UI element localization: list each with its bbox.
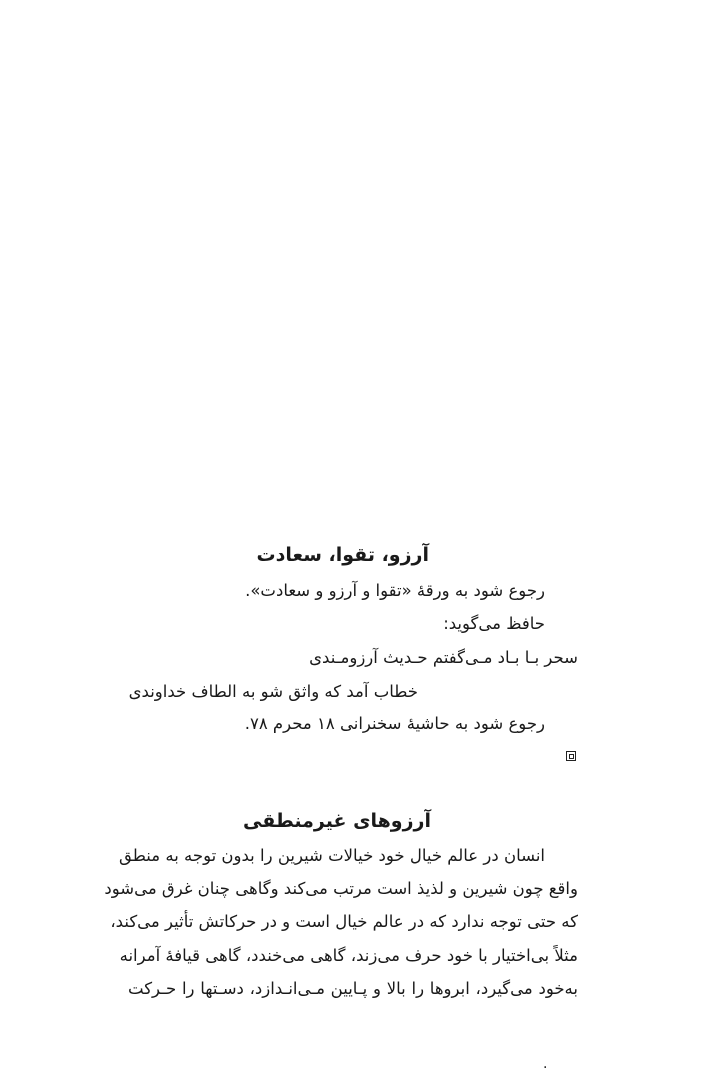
paragraph-line: که حتی توجه ندارد که در عالم خیال است و در حرکاتش تأثیر می‌کند،: [110, 912, 578, 931]
poem-verse-first-hemistich: سحر بـا بـاد مـی‌گفتم حـدیث آرزومـندی: [309, 648, 578, 667]
section-title-irrational-aspirations: آرزوهای غیرمنطقی: [242, 810, 431, 832]
paragraph-line: انسان در عالم خیال خود خیالات شیرین را بدون توجه به منطق: [118, 846, 545, 865]
poem-verse-second-hemistich: خطاب آمد که واثق شو به الطاف خداوندی: [128, 682, 418, 701]
cross-reference-line: رجوع شود به ورقهٔ «تقوا و آرزو و سعادت».: [245, 581, 545, 600]
section-title-aspiration-piety-happiness: آرزو، تقوا، سعادت: [256, 544, 429, 566]
page-number-marker: .: [543, 1056, 548, 1072]
paragraph-line: مثلاً بی‌اختیار با خود حرف می‌زند، گاهی می‌خندد، گاهی قیافهٔ آمرانه: [119, 946, 578, 965]
footnote-reference-line: رجوع شود به حاشیهٔ سخنرانی ۱۸ محرم ۷۸.: [244, 714, 545, 733]
section-end-square-icon: [566, 751, 576, 761]
poem-introduction: حافظ می‌گوید:: [443, 614, 545, 633]
paragraph-line: واقع چون شیرین و لذیذ است مرتب می‌کند وگاهی چنان غرق می‌شود: [104, 879, 578, 898]
paragraph-line: به‌خود می‌گیرد، ابروها را بالا و پـایین مـی‌انـدازد، دسـتها را حـرکت: [128, 979, 578, 998]
